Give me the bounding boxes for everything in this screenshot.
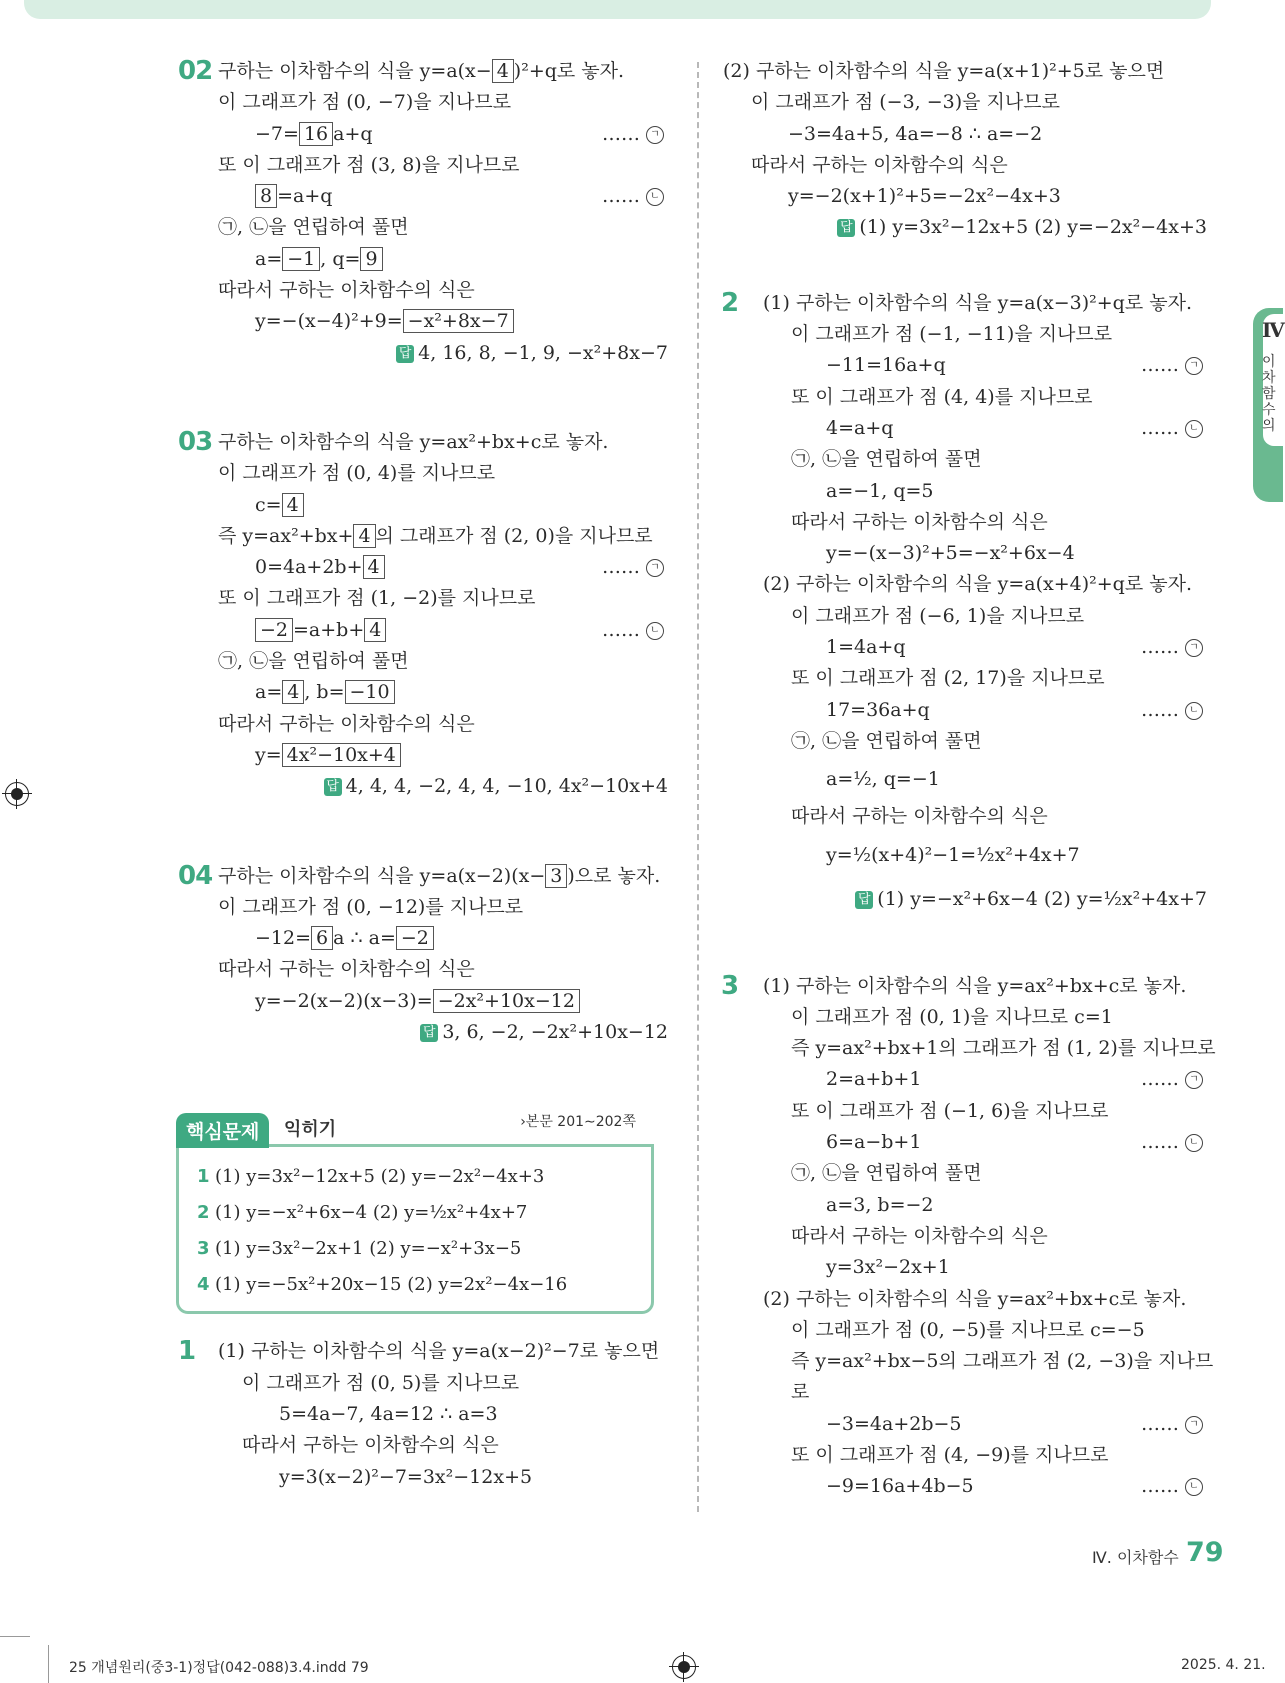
answer-blank-box: 4 (364, 618, 386, 642)
line-text: a=−1, q=5 (826, 479, 934, 502)
line-text: 8 =a+q (255, 185, 332, 207)
answer-line (176, 1017, 674, 1048)
chapter-roman-numeral: Ⅳ (1262, 318, 1285, 342)
chapter-side-label: 이차함수의 (1262, 354, 1276, 434)
answer-blank-box: −2 (396, 926, 434, 950)
line-text: y=−2(x−2)(x−3)= −2x²+10x−12 (255, 990, 580, 1012)
text-line (176, 87, 674, 118)
core-answer-text: (1) y=−x²+6x−4 (2) y=½x²+4x+7 (215, 1202, 528, 1224)
text-line (723, 663, 1213, 694)
footer-date: 2025. 4. 21. (1181, 1657, 1266, 1673)
text-line (723, 1096, 1213, 1127)
line-text: ㉠, ㉡을 연립하여 풀면 (218, 216, 409, 239)
line-text: −9=16a+4b−5 (826, 1475, 974, 1498)
core-answer-number: 1 (197, 1166, 210, 1188)
answer-badge-icon: 답 (396, 345, 414, 363)
text-line (723, 1377, 1213, 1408)
line-text: ㉠, ㉡을 연립하여 풀면 (791, 1162, 982, 1185)
line-text: 구하는 이차함수의 식을 y=a(x−2)(x− 3 )으로 놓자. (218, 864, 661, 887)
text-line (723, 632, 1213, 663)
footer-file-info: 25 개념원리(중3-1)정답(042-088)3.4.indd 79 (69, 1660, 369, 1676)
chevron-right-icon: › (520, 1114, 526, 1131)
line-text: 따라서 구하는 이차함수의 식은 (751, 153, 1008, 176)
line-text: a= −1 , q= 9 (255, 248, 383, 270)
text-line (723, 695, 1213, 726)
equation-marker: …… ㄴ (1141, 1471, 1203, 1502)
core-answer-text: (1) y=3x²−2x+1 (2) y=−x²+3x−5 (215, 1238, 522, 1260)
text-line (723, 382, 1213, 413)
text-line (683, 87, 1213, 118)
text-line (723, 1033, 1216, 1064)
equation-marker: …… ㄴ (602, 615, 664, 646)
text-line (723, 476, 1213, 507)
core-answer-text: (1) y=3x²−12x+5 (2) y=−2x²−4x+3 (215, 1166, 545, 1188)
line-text: −3=4a+2b−5 (826, 1412, 962, 1435)
line-text: 즉 y=ax²+bx−5의 그래프가 점 (2, −3)을 지나므 (791, 1350, 1214, 1373)
line-text: 구하는 이차함수의 식을 y=ax²+bx+c로 놓자. (218, 430, 609, 453)
answer-blank-box: 4 (492, 59, 514, 83)
page-number: 79 (1186, 1537, 1224, 1568)
text-line (176, 181, 674, 212)
text-line (723, 1315, 1213, 1346)
line-text: 또 이 그래프가 점 (2, 17)을 지나므로 (791, 667, 1105, 690)
line-text: a=½, q=−1 (826, 768, 940, 791)
line-text: 이 그래프가 점 (−1, −11)을 지나므로 (791, 323, 1113, 346)
answer-text: (1) y=3x²−12x+5 (2) y=−2x²−4x+3 (859, 216, 1207, 239)
text-line (176, 458, 674, 489)
text-line (176, 1368, 674, 1399)
answer-blank-box: 4x²−10x+4 (282, 743, 401, 767)
equation-marker: …… ㄱ (1141, 1409, 1203, 1440)
circled-2-icon: ㄴ (1185, 1478, 1203, 1496)
problem-number: 3 (721, 970, 739, 1001)
text-line (176, 740, 674, 771)
problem-3 (721, 970, 1216, 1503)
text-line (723, 971, 1213, 1002)
text-line (723, 1190, 1213, 1221)
problem-03 (176, 427, 674, 803)
problem-04 (176, 861, 674, 1049)
line-text: 5=4a−7, 4a=12 ∴ a=3 (279, 1402, 498, 1425)
line-text: 따라서 구하는 이차함수의 식은 (791, 805, 1048, 828)
text-line (176, 1399, 674, 1430)
line-text: 이 그래프가 점 (0, 1)을 지나므로 c=1 (791, 1005, 1113, 1028)
answer-badge-icon: 답 (837, 219, 855, 237)
registration-mark-icon (672, 1655, 696, 1679)
answer-line (176, 771, 674, 802)
core-answer-row (197, 1159, 651, 1195)
line-text: 즉 y=ax²+bx+ 4 의 그래프가 점 (2, 0)을 지나므로 (218, 524, 653, 547)
answer-line (723, 212, 1213, 243)
text-line (723, 444, 1213, 475)
line-text: 따라서 구하는 이차함수의 식은 (242, 1434, 499, 1457)
line-text: 즉 y=ax²+bx+1의 그래프가 점 (1, 2)를 지나므로 (791, 1037, 1216, 1060)
text-line (176, 1462, 674, 1493)
core-answer-row (197, 1267, 651, 1303)
text-line (176, 892, 674, 923)
line-text: 이 그래프가 점 (0, 4)를 지나므로 (218, 462, 496, 485)
circled-1-icon: ㄱ (1185, 639, 1203, 657)
answer-blank-box: −2 (255, 618, 293, 642)
answer-text: 4, 4, 4, −2, 4, 4, −10, 4x²−10x+4 (345, 775, 668, 798)
core-answer-row (197, 1231, 651, 1267)
text-line (723, 601, 1213, 632)
text-line (176, 583, 674, 614)
text-line (176, 521, 674, 552)
answer-blank-box: 9 (360, 247, 382, 271)
text-line (683, 56, 1213, 87)
line-text: a=3, b=−2 (826, 1193, 934, 1216)
equation-marker: …… ㄱ (1141, 350, 1203, 381)
footer-rule (0, 1636, 30, 1637)
answer-badge-icon: 답 (420, 1024, 438, 1042)
circled-1-icon: ㄱ (646, 559, 664, 577)
line-text: 이 그래프가 점 (0, −12)를 지나므로 (218, 895, 524, 918)
text-line (683, 150, 1213, 181)
equation-marker: …… ㄱ (1141, 1064, 1203, 1095)
text-line (723, 1221, 1213, 1252)
right-column (721, 56, 1216, 1561)
text-line (176, 150, 674, 181)
equation-marker: …… ㄴ (1141, 413, 1203, 444)
text-line (176, 646, 674, 677)
core-answer-number: 2 (197, 1202, 210, 1224)
line-text: (1) 구하는 이차함수의 식을 y=a(x−3)²+q로 놓자. (763, 291, 1192, 314)
line-text: y= 4x²−10x+4 (255, 744, 401, 766)
line-text: −7= 16 a+q (255, 122, 373, 145)
footer-divider (48, 1645, 49, 1683)
text-line (176, 306, 674, 337)
core-answer-number: 3 (197, 1238, 210, 1260)
text-line (723, 757, 1213, 801)
column-divider (697, 62, 699, 1512)
text-line (176, 427, 674, 458)
equation-marker: …… ㄴ (602, 181, 664, 212)
circled-2-icon: ㄴ (1185, 420, 1203, 438)
answer-line (723, 877, 1213, 921)
line-text: y=3(x−2)²−7=3x²−12x+5 (279, 1465, 533, 1488)
equation-marker: …… ㄱ (1141, 632, 1203, 663)
answer-blank-box: 16 (299, 122, 333, 146)
line-text: (2) 구하는 이차함수의 식을 y=a(x+1)²+5로 놓으면 (723, 60, 1165, 82)
answer-blank-box: −x²+8x−7 (403, 309, 514, 333)
chapter-label: Ⅳ. 이차함수 (1092, 1548, 1179, 1567)
answer-blank-box: −1 (282, 247, 320, 271)
equation-marker: …… ㄱ (602, 119, 664, 150)
circled-1-icon: ㄱ (1185, 1416, 1203, 1434)
equation-marker: …… ㄴ (1141, 1127, 1203, 1158)
answer-blank-box: 4 (282, 493, 304, 517)
answer-badge-icon: 답 (324, 778, 342, 796)
circled-2-icon: ㄴ (1185, 702, 1203, 720)
text-line (176, 1430, 674, 1461)
line-text: 구하는 이차함수의 식을 y=a(x− 4 )²+q로 놓자. (218, 60, 625, 82)
text-line (176, 986, 674, 1017)
text-line (176, 861, 674, 892)
line-text: 4=a+q (826, 416, 894, 439)
line-text: c= 4 (255, 494, 304, 516)
text-line (176, 275, 674, 306)
core-answer-row (197, 1195, 651, 1231)
answer-blank-box: 4 (353, 524, 375, 548)
answer-blank-box: −10 (345, 680, 395, 704)
problem-number: 04 (178, 860, 213, 891)
line-text: 이 그래프가 점 (−6, 1)을 지나므로 (791, 604, 1085, 627)
text-line (176, 490, 674, 521)
line-text: −3=4a+5, 4a=−8 ∴ a=−2 (788, 122, 1043, 145)
line-text: 또 이 그래프가 점 (−1, 6)을 지나므로 (791, 1099, 1109, 1122)
line-text: (2) 구하는 이차함수의 식을 y=a(x+4)²+q로 놓자. (763, 573, 1192, 596)
line-text: (1) 구하는 이차함수의 식을 y=ax²+bx+c로 놓자. (763, 974, 1187, 997)
text-line (723, 1002, 1213, 1033)
line-text: ㉠, ㉡을 연립하여 풀면 (218, 650, 409, 673)
text-line (176, 615, 674, 646)
answer-line (176, 338, 674, 369)
circled-2-icon: ㄴ (1185, 1134, 1203, 1152)
answer-blank-box: 4 (282, 680, 304, 704)
text-line (723, 801, 1213, 832)
problem-number: 2 (721, 287, 739, 318)
line-text: (1) 구하는 이차함수의 식을 y=a(x−2)²−7로 놓으면 (218, 1340, 660, 1363)
line-text: −11=16a+q (826, 354, 946, 377)
text-line (176, 56, 674, 87)
text-line (723, 1471, 1213, 1502)
core-problems-box (176, 1114, 654, 1314)
text-line (176, 244, 674, 275)
text-line (176, 954, 674, 985)
answer-text: 4, 16, 8, −1, 9, −x²+8x−7 (418, 341, 668, 364)
text-line (723, 1440, 1213, 1471)
equation-marker: …… ㄱ (602, 552, 664, 583)
problem-02 (176, 56, 674, 369)
line-text: y=−(x−3)²+5=−x²+6x−4 (826, 542, 1075, 565)
line-text: 따라서 구하는 이차함수의 식은 (218, 958, 475, 981)
text-line (723, 1409, 1213, 1440)
registration-mark-icon (5, 782, 29, 806)
text-line (176, 677, 674, 708)
line-text: 이 그래프가 점 (0, −5)를 지나므로 c=−5 (791, 1318, 1145, 1341)
line-text: 이 그래프가 점 (0, 5)를 지나므로 (242, 1371, 520, 1394)
problem-number: 03 (178, 426, 213, 457)
answer-blank-box: 4 (363, 555, 385, 579)
core-problems-subtitle: 익히기 (284, 1119, 337, 1141)
circled-1-icon: ㄱ (646, 126, 664, 144)
line-text: −12= 6 a ∴ a= −2 (255, 927, 434, 949)
answer-blank-box: −2x²+10x−12 (433, 989, 580, 1013)
circled-2-icon: ㄴ (646, 188, 664, 206)
line-text: 또 이 그래프가 점 (4, 4)를 지나므로 (791, 385, 1093, 408)
line-text: ㉠, ㉡을 연립하여 풀면 (791, 448, 982, 471)
line-text: ㉠, ㉡을 연립하여 풀면 (791, 729, 982, 752)
line-text: 17=36a+q (826, 698, 930, 721)
line-text: 따라서 구하는 이차함수의 식은 (218, 712, 475, 735)
text-line (723, 1127, 1213, 1158)
text-line (723, 1252, 1213, 1283)
line-text: 6=a−b+1 (826, 1131, 922, 1154)
text-line (723, 507, 1213, 538)
text-line (176, 119, 674, 150)
text-line (723, 538, 1213, 569)
text-line (176, 923, 674, 954)
line-text: 1=4a+q (826, 636, 906, 659)
line-text: 2=a+b+1 (826, 1068, 922, 1091)
text-line (723, 288, 1213, 319)
answer-blank-box: 6 (311, 926, 333, 950)
text-line (176, 1336, 674, 1367)
core-problems-header (176, 1109, 636, 1147)
top-band (24, 0, 1211, 19)
text-line (683, 181, 1213, 212)
text-line (176, 709, 674, 740)
problem-number: 02 (178, 56, 213, 86)
text-line (176, 212, 674, 243)
line-text: 또 이 그래프가 점 (4, −9)를 지나므로 (791, 1443, 1109, 1466)
answer-text: 3, 6, −2, −2x²+10x−12 (442, 1021, 668, 1044)
line-text: y=3x²−2x+1 (826, 1256, 950, 1279)
line-text: y=−(x−4)²+9= −x²+8x−7 (255, 310, 514, 332)
line-text: 또 이 그래프가 점 (3, 8)을 지나므로 (218, 153, 520, 176)
circled-1-icon: ㄱ (1185, 357, 1203, 375)
line-text: y=−2(x+1)²+5=−2x²−4x+3 (788, 185, 1061, 208)
line-text: 0=4a+2b+ 4 (255, 556, 385, 578)
problem-1-part2 (723, 56, 1213, 244)
circled-2-icon: ㄴ (646, 622, 664, 640)
text-line (723, 1064, 1213, 1095)
line-text: 따라서 구하는 이차함수의 식은 (791, 510, 1048, 533)
problem-number: 1 (178, 1336, 196, 1367)
line-text: 이 그래프가 점 (0, −7)을 지나므로 (218, 91, 512, 114)
text-line (723, 833, 1213, 877)
left-column (176, 56, 674, 1551)
core-answer-number: 4 (197, 1274, 210, 1296)
text-line (723, 1346, 1213, 1377)
equation-marker: …… ㄴ (1141, 695, 1203, 726)
text-line (723, 1284, 1213, 1315)
answer-blank-box: 8 (255, 184, 277, 208)
line-text: −2 =a+b+ 4 (255, 619, 386, 641)
answer-blank-box: 3 (545, 864, 567, 888)
problem-1 (176, 1336, 674, 1492)
core-problems-reference (520, 1111, 636, 1131)
text-line (723, 413, 1213, 444)
line-text: a= 4 , b= −10 (255, 681, 395, 703)
text-line (723, 319, 1213, 350)
problem-2 (723, 288, 1213, 921)
text-line (683, 119, 1213, 150)
text-line (723, 726, 1213, 757)
line-text: 이 그래프가 점 (−3, −3)을 지나므로 (751, 91, 1060, 114)
line-text: 따라서 구하는 이차함수의 식은 (218, 279, 475, 302)
core-problems-tag: 핵심문제 (176, 1113, 269, 1148)
core-answer-text: (1) y=−5x²+20x−15 (2) y=2x²−4x−16 (215, 1274, 568, 1296)
circled-1-icon: ㄱ (1185, 1071, 1203, 1089)
line-text: 로 (791, 1381, 810, 1404)
answer-badge-icon: 답 (855, 891, 873, 909)
text-line (723, 350, 1213, 381)
line-text: y=½(x+4)²−1=½x²+4x+7 (826, 843, 1080, 866)
answer-text: (1) y=−x²+6x−4 (2) y=½x²+4x+7 (877, 887, 1207, 910)
line-text: (2) 구하는 이차함수의 식을 y=ax²+bx+c로 놓자. (763, 1287, 1187, 1310)
reference-text: 본문 201∼202쪽 (525, 1114, 636, 1131)
text-line (723, 1158, 1213, 1189)
line-text: 따라서 구하는 이차함수의 식은 (791, 1224, 1048, 1247)
text-line (723, 569, 1213, 600)
text-line (176, 552, 674, 583)
line-text: 또 이 그래프가 점 (1, −2)를 지나므로 (218, 587, 536, 610)
